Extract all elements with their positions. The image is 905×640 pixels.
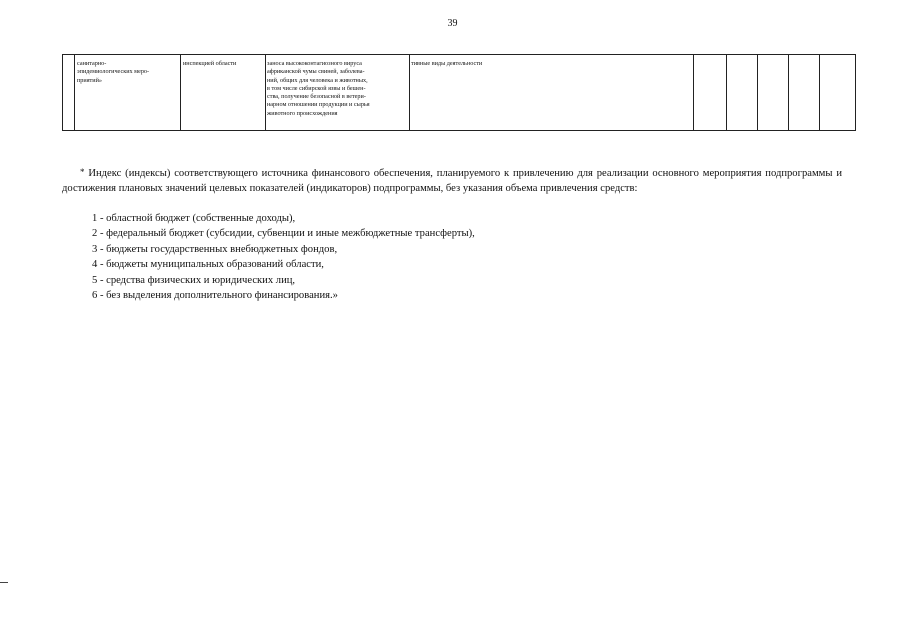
table-column-divider <box>409 55 410 130</box>
table-cell-expected-result: заноса высококонтагиозного вируса африканской чумы свиней, заболева- ний, общих для человека и животных, в том числе сибирской язвы и бешен- ства, получение безопасной в ветери- нарном отношении продукции и сырья животного происхождения <box>267 60 370 117</box>
table-cell-activity: тивные виды деятельности <box>411 60 483 67</box>
list-item: 2 - федеральный бюджет (субсидии, субвенции и иные межбюджетные трансферты), <box>92 228 475 240</box>
page-number: 39 <box>447 18 458 29</box>
table-column-divider <box>265 55 266 130</box>
footnote-marker: * <box>80 166 85 177</box>
table-column-divider <box>819 55 820 130</box>
list-item: 5 - средства физических и юридических лиц, <box>92 274 296 286</box>
list-item: 6 - без выделения дополнительного финансирования.» <box>92 290 338 302</box>
footnote <box>62 166 842 196</box>
table-cell-event-name: санитарно- эпидемиологических меро- приятий» <box>77 60 150 84</box>
table-column-divider <box>693 55 694 130</box>
table-column-divider <box>180 55 181 130</box>
list-item: 1 - областной бюджет (собственные доходы), <box>92 213 296 224</box>
table-cell-executor: инспекцией области <box>183 60 237 67</box>
table-column-divider <box>757 55 758 130</box>
table-column-divider <box>788 55 789 130</box>
table-column-divider <box>74 55 75 130</box>
table-column-divider <box>726 55 727 130</box>
list-item: 3 - бюджеты государственных внебюджетных фондов, <box>92 243 338 255</box>
table-fragment <box>62 54 856 131</box>
funding-source-list <box>92 211 475 303</box>
edge-mark <box>0 582 8 583</box>
list-item: 4 - бюджеты муниципальных образований области, <box>92 259 324 271</box>
footnote-text: Индекс (индексы) соответствующего источника финансового обеспечения, планируемого к привлечению для реализации основного мероприятия подпрограммы и достижения плановых значений целевых показателей (индикаторов) подпрограммы, без указания объема привлечения средств: <box>62 167 842 194</box>
